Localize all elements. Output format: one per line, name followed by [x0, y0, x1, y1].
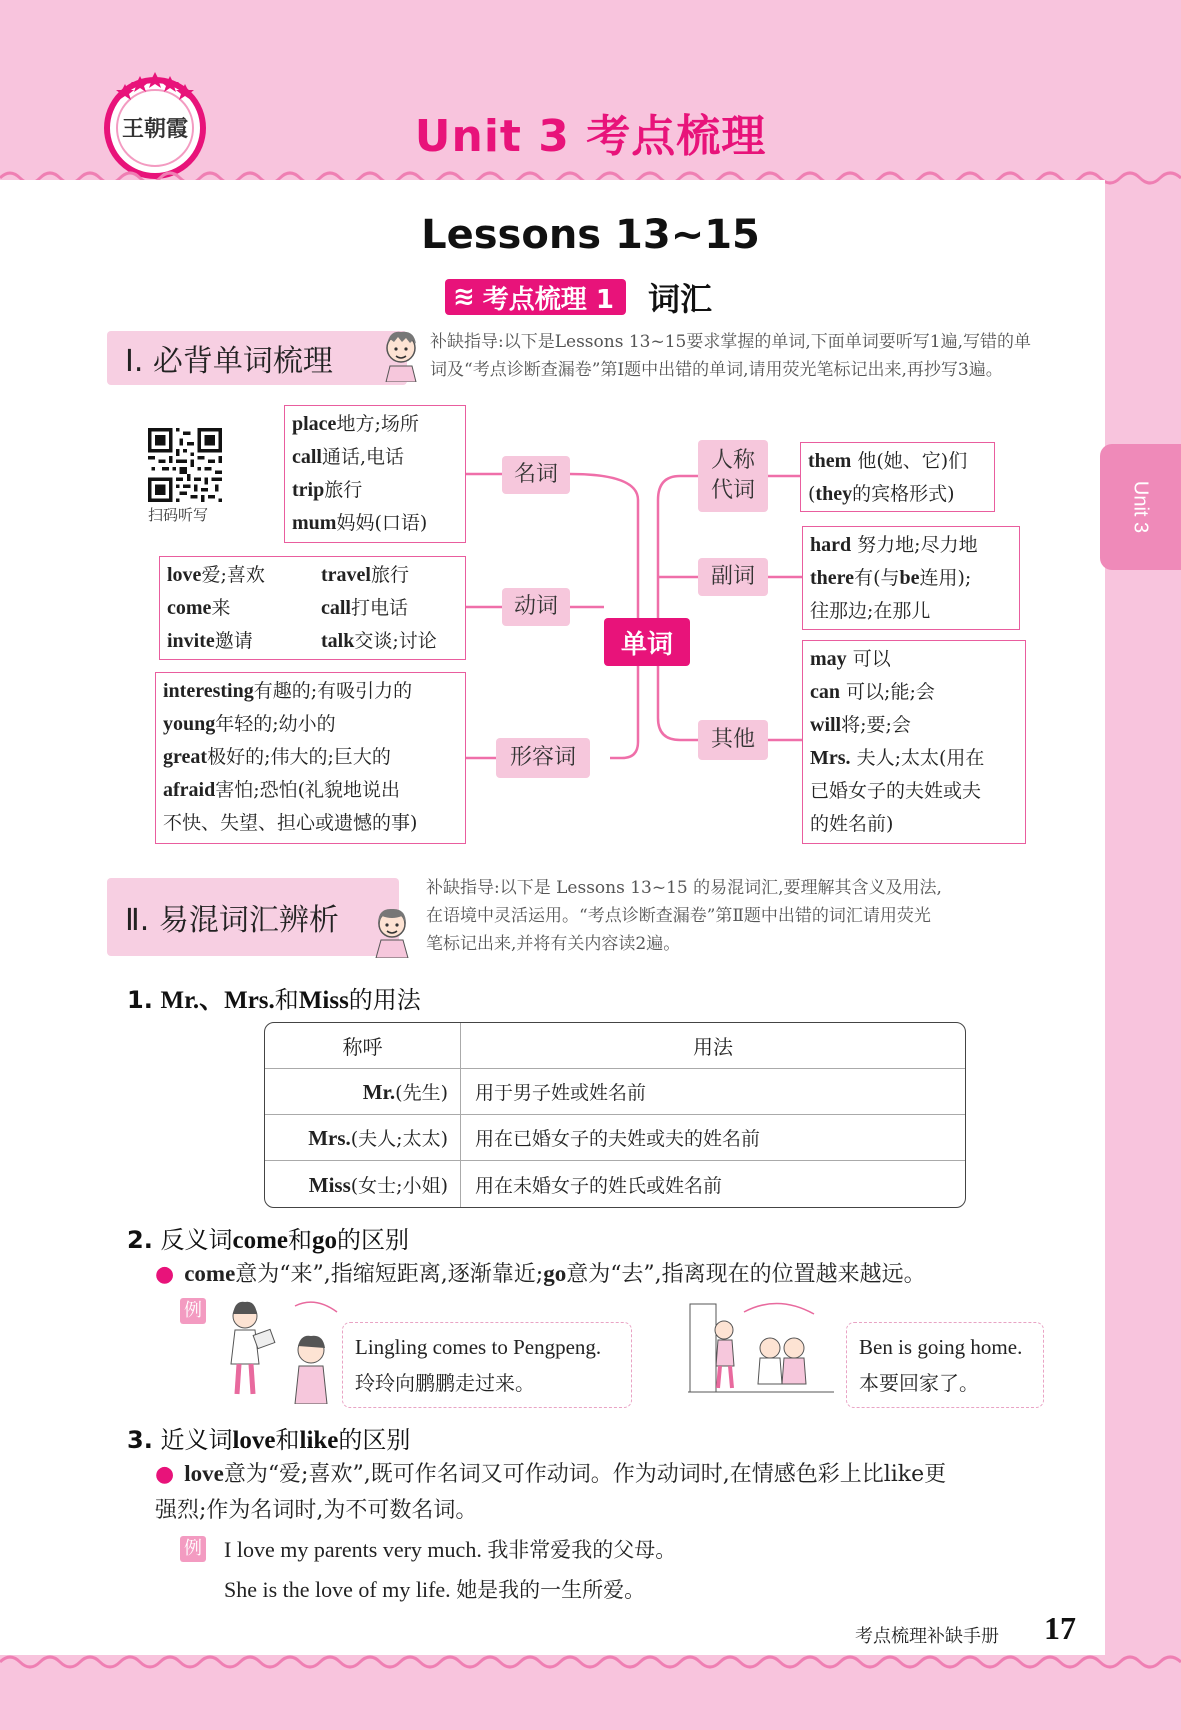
- word-entry: love爱;喜欢: [167, 564, 265, 586]
- word-entry: afraid害怕;恐怕(礼貌地说出: [163, 779, 401, 801]
- table-header-row: [265, 1023, 965, 1069]
- kaodian-title: 词汇: [647, 280, 712, 318]
- table-header: 用法: [461, 1023, 965, 1069]
- table-row: Miss(女士;小姐) 用在未婚女子的姓氏或姓名前: [265, 1161, 965, 1207]
- adjective-word-box: [155, 672, 466, 844]
- noun-word-box: [284, 405, 466, 543]
- section1-note: 补缺指导:以下是Lessons 13~15要求掌握的单词,下面单词要听写1遍,写错的单 词及“考点诊断查漏卷”第Ⅰ题中出错的单词,请用荧光笔标记出来,再抄写3遍。: [430, 332, 1031, 380]
- word-entry: interesting有趣的;有吸引力的: [163, 680, 413, 702]
- example-box-come: Lingling comes to Pengpeng. 玲玲向鹏鹏走过来。: [342, 1322, 632, 1408]
- qr-label: 扫码听写: [148, 506, 209, 524]
- logo-text: 王朝霞: [121, 116, 189, 142]
- word-entry: place地方;场所: [292, 413, 419, 435]
- node-verb: 动词: [502, 588, 570, 626]
- word-entry: Mrs. 夫人;太太(用在: [810, 747, 985, 769]
- qr-code-icon[interactable]: [148, 428, 222, 502]
- node-adverb: 副词: [698, 558, 768, 596]
- point2-bullet: ● come意为“来”,指缩短距离,逐渐靠近;go意为“去”,指离现在的位置越来越远。: [155, 1261, 926, 1287]
- table-row: Mr.(先生) 用于男子姓或姓名前: [265, 1069, 965, 1115]
- boy-avatar-icon: [380, 326, 422, 382]
- adverb-word-box: hard 努力地;尽力地 there有(与be连用); 往那边;在那儿: [802, 526, 1020, 630]
- pronoun-word-box: them 他(她、它)们 (they的宾格形式): [800, 442, 995, 512]
- word-entry: can 可以;能;会: [810, 681, 935, 703]
- word-entry: call通话,电话: [292, 446, 405, 468]
- example-sentence: She is the love of my life. 她是我的一生所爱。: [224, 1577, 646, 1602]
- point3-bullet: ● love意为“爱;喜欢”,既可作名词又可作动词。作为动词时,在情感色彩上比like更 强烈;作为名词时,为不可数名词。: [155, 1461, 947, 1523]
- section2-note: 补缺指导:以下是 Lessons 13~15 的易混词汇,要理解其含义及用法, 在语境中灵活运用。“考点诊断查漏卷”第Ⅱ题中出错的词汇请用荧光 笔标记出来,并将有关内容读2遍。: [426, 878, 942, 954]
- word-entry: invite邀请: [167, 630, 253, 652]
- bullet-icon: ●: [155, 1462, 175, 1487]
- door-illustration: [688, 1294, 838, 1406]
- point3-heading: 3. 近义词love和like的区别: [127, 1426, 411, 1454]
- title-usage-table: [264, 1022, 966, 1208]
- node-adjective: 形容词: [496, 738, 590, 778]
- kaodian-badge: ≋ 考点梳理 1: [445, 279, 626, 315]
- page-number: 17: [1044, 1610, 1076, 1646]
- point2-heading: 2. 反义词come和go的区别: [127, 1226, 409, 1254]
- section2-banner: Ⅱ. 易混词汇辨析: [107, 878, 399, 956]
- word-entry: trip旅行: [292, 479, 363, 501]
- word-entry: travel旅行: [321, 564, 409, 586]
- bottom-wave-border: [0, 1652, 1181, 1672]
- footer-book-title: 考点梳理补缺手册: [855, 1626, 999, 1647]
- unit-side-tab[interactable]: Unit 3: [1100, 444, 1181, 570]
- example-sentence: I love my parents very much. 我非常爱我的父母。: [224, 1537, 677, 1562]
- bullet-icon: ●: [155, 1262, 175, 1287]
- node-noun: 名词: [502, 456, 570, 494]
- girl-avatar-icon: [372, 902, 412, 958]
- example-tag: 例: [180, 1298, 206, 1324]
- point1-heading: 1. Mr.、Mrs.和Miss的用法: [127, 986, 421, 1014]
- word-entry: may 可以: [810, 648, 891, 670]
- kaodian-heading: [445, 278, 712, 316]
- children-illustration: [215, 1294, 355, 1404]
- table-header: 称呼: [265, 1023, 461, 1069]
- word-entry: will将;要;会: [810, 714, 911, 736]
- other-word-box: may 可以 can 可以;能;会 will将;要;会 Mrs. 夫人;太太(用在 已婚女子的夫姓或夫 的姓名前): [802, 640, 1026, 844]
- example-box-go: Ben is going home. 本要回家了。: [846, 1322, 1044, 1408]
- word-entry: great极好的;伟大的;巨大的: [163, 746, 391, 768]
- table-row: Mrs.(夫人;太太) 用在已婚女子的夫姓或夫的姓名前: [265, 1115, 965, 1161]
- lessons-title: Lessons 13~15: [421, 212, 760, 258]
- section1-banner: Ⅰ. 必背单词梳理: [107, 331, 407, 385]
- example-tag: 例: [180, 1536, 206, 1562]
- word-entry: call打电话: [321, 597, 409, 619]
- wave-icon: ≋: [453, 282, 475, 312]
- verb-word-box: [159, 556, 466, 660]
- word-entry: young年轻的;幼小的: [163, 713, 336, 735]
- center-node-words: 单词: [604, 618, 690, 666]
- word-entry: talk交谈;讨论: [321, 630, 437, 652]
- node-other: 其他: [698, 720, 768, 760]
- word-entry: mum妈妈(口语): [292, 512, 428, 534]
- node-pronoun: 人称 代词: [698, 440, 768, 512]
- word-entry-continued: 不快、失望、担心或遗憾的事): [163, 812, 418, 834]
- word-entry: come来: [167, 597, 231, 619]
- unit-title: Unit 3 考点梳理: [414, 111, 767, 162]
